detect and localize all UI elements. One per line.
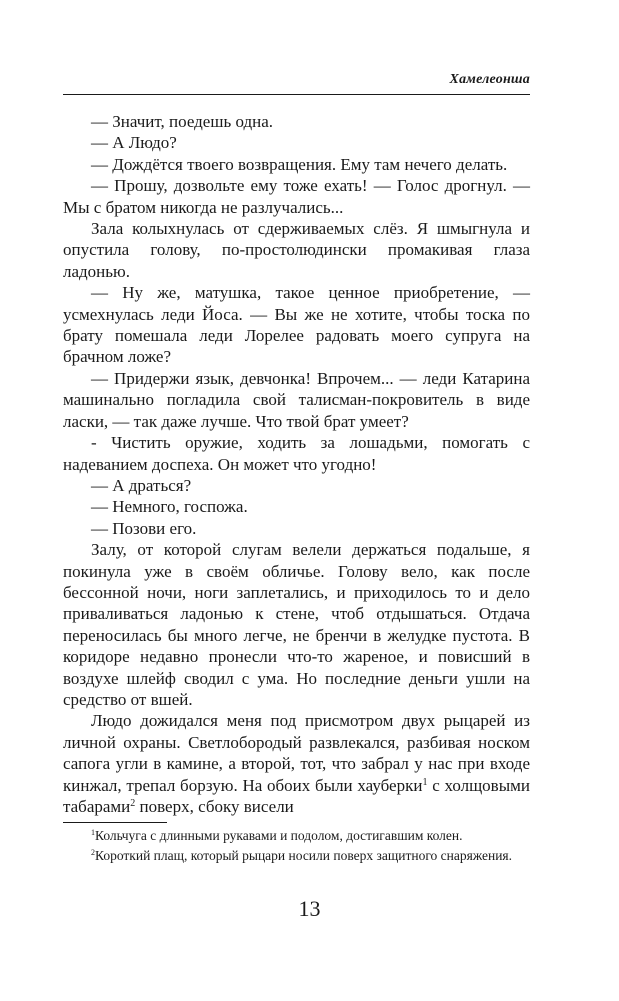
paragraph: - Чистить оружие, ходить за лошадьми, помогать с надеванием доспеха. Он может что угодно! <box>63 433 530 474</box>
paragraph: Зала колыхнулась от сдерживаемых слёз. Я шмыгнула и опустила голову, по-простолюдински промакивая глаза ладонью. <box>63 219 530 281</box>
paragraph: — Немного, госпожа. <box>91 497 248 517</box>
paragraph: — А драться? <box>91 475 192 495</box>
footnote-text: Кольчуга с длинными рукавами и подолом, достигавшим колен. <box>95 828 463 843</box>
paragraph: — Позови его. <box>91 518 197 538</box>
footnote-mark: 2 <box>91 847 95 857</box>
paragraph: — А Людо? <box>91 133 177 153</box>
footnote-divider <box>63 822 167 823</box>
page-number: 13 <box>298 896 321 921</box>
footnote-ref-2: 2 <box>130 798 136 809</box>
footnote-mark: 1 <box>91 828 95 837</box>
footnotes <box>63 826 530 865</box>
paragraph: — Значит, поедешь одна. <box>91 112 273 131</box>
footnote-text: Короткий плащ, который рыцари носили поверх защитного снаряжения. <box>95 847 512 863</box>
body-text <box>63 111 530 817</box>
header-divider <box>63 94 530 95</box>
paragraph-text: с холщовыми табарами <box>63 775 530 816</box>
paragraph: — Придержи язык, девчонка! Впрочем... — леди Катарина машинально погладила свой талисман-покровитель в виде ласки, — так даже лучше. Что твой брат умеет? <box>63 368 530 431</box>
paragraph: — Прошу, дозвольте ему тоже ехать! — Голос дрогнул. — Мы с братом никогда не разлучались... <box>63 176 530 217</box>
paragraph-text: Людо дожидался меня под присмотром двух рыцарей из личной охраны. Светлобородый развлекался, разбивая носком сапога угли в камине, а второй, тот, что забрал у нас при входе кинжал, трепал борзую. На обоих были хауберки <box>63 711 530 795</box>
paragraph: — Дождётся твоего возвращения. Ему там нечего делать. <box>91 154 508 174</box>
paragraph: — Ну же, матушка, такое ценное приобретение, — усмехнулась леди Йоса. — Вы же не хотите, чтобы тоска по брату помешала леди Лорелее радовать моего супруга на брачном ложе? <box>63 283 530 367</box>
running-head: Хамелеонша <box>449 72 530 87</box>
footnote-1 <box>63 826 530 846</box>
paragraph-with-footnotes <box>63 710 530 817</box>
footnote-ref-1: 1 <box>422 776 428 788</box>
paragraph: Залу, от которой слугам велели держаться подальше, я покинула уже в своём обличье. Голову вело, как после бессонной ночи, ноги заплетались, и приходилось то и дело приваливаться ладонью к стене, чтоб отдышаться. Отдача переносилась бы много легче, не бренчи в желудке пустота. В коридоре недавно пронесли что-то жареное, и повисший в воздухе шлейф сводил с ума. Но последние деньги ушли на средство от вшей. <box>63 540 530 709</box>
footnote-2 <box>63 846 530 866</box>
paragraph-text: поверх, сбоку висели <box>135 797 294 816</box>
